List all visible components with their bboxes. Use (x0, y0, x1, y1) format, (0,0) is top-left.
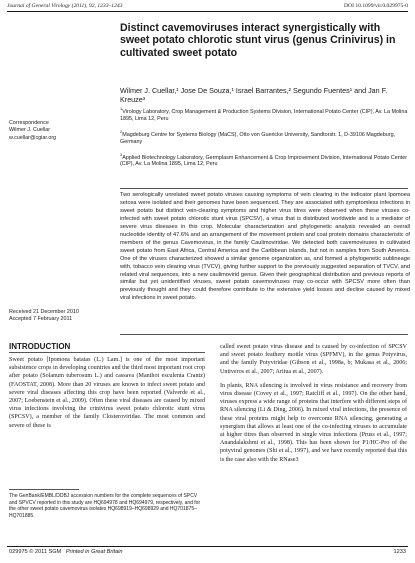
footer-divider (7, 546, 408, 547)
intro-paragraph-1: Sweet potato [Ipomoea batatas (L.) Lam.] is one of the most important subsistence crops in developing countries and the third most important root crop after potato (Solanum tuberosum L.) and cassava (Manihot esculenta Crantz) (FAOSTAT, 2008). More than 20 viruses are known to infect sweet potato and severe viral diseases affecting this crop have been reported (Valverde et al., 2007; Loebenstein et al., 2009). Often these viral diseases are caused by mixed virus infections involving the crinivirus sweet potato chlorotic stunt virus (SPCSV), a member of the family Closteroviridae. The most common and severe of these is (9, 357, 205, 429)
footnote-divider (9, 489, 79, 490)
affiliation-3: $^3$Applied Biotechnology Laboratory, Germplasm Enhancement & Crop Improvement Division, International Potato Center (CIP), Av. La Molina 1895, Lima 12, Peru (120, 151, 408, 168)
abstract-divider-top (120, 188, 408, 189)
body-column-left (9, 356, 205, 436)
affiliation-2: $^2$Magdeburg Centre for Systems Biology (MaCS), Otto von Guericke University, Sandtorstr. 1, D-39106 Magdeburg, Germany (120, 128, 396, 145)
accepted-date: Accepted 7 February 2011 (9, 316, 73, 323)
correspondence-email[interactable]: w.cuellar@cgiar.org (9, 134, 57, 141)
footer-printed: Printed in Great Britain (65, 549, 123, 555)
journal-citation: Journal of General Virology (2011), 92, 1233–1243 (7, 3, 123, 9)
page-number: 1233 (393, 549, 406, 555)
doi: DOI 10.1099/vir.0.029975-0 (343, 3, 408, 9)
intro-paragraph-1-cont: called sweet potato virus disease and is caused by co-infection of SPCSV and sweet potato feathery mottle virus (SPFMV), in the genus Potyvirus, and the family Potyviridae (Gibson et al., 1998a, b; Mukasa et al., 2006; Untiveros et al., 2007; Aritua et al., 2007). (220, 344, 407, 375)
footer-code: 029975 © 2011 SGM (9, 549, 62, 555)
section-heading-introduction: INTRODUCTION (9, 342, 71, 351)
affiliation-1: $^1$Virology Laboratory, Crop Management & Production Systems Division, International Potato Center (CIP), Av. La Molina 1895, Lima 12, Peru (120, 106, 408, 122)
author-list: Wilmer J. Cuellar,¹ Jose De Souza,¹ Israel Barrantes,² Segundo Fuentes¹ and Jan F. Kreuze³ (120, 86, 388, 104)
accession-footnote: The GenBank/EMBL/DDBJ accession numbers for the complete sequences of SPCV and SPVCV reported in this study are HQ694978 and HQ694979, respectively, and for the other sweet potato cavemovirus isolates HQ698919–HQ698929 and HQ701875–HQ701885. (9, 493, 201, 520)
abstract-divider-bottom (120, 334, 408, 335)
header-divider (7, 11, 408, 12)
body-column-right (220, 343, 407, 470)
footer-publisher (9, 549, 123, 555)
article-title: Distinct cavemoviruses interact synergistically with sweet potato chlorotic stunt virus (genus Crinivirus) in cultivated sweet potato (120, 22, 396, 59)
intro-paragraph-2: In plants, RNA silencing is involved in virus resistance and recovery from virus disease (Covey et al., 1997; Ratcliff et al., 1997). On the other hand, viruses express a wide range of proteins that interfere with different steps of RNA silencing (Li & Ding, 2006). In mixed viral infections, the presence of these viral proteins might help to overcome RNA silencing, generating a synergism that allows at least one of the co-infecting viruses to accumulate at higher titres than observed in single virus infections (Pruss et al., 1997; Anandalakshmi et al., 1998). This has been shown for P1/HC-Pro of the potyviral genomes (Shi et al., 1997), and we have recently reported that this is the case also with the RNase3 (220, 382, 407, 463)
affiliations (120, 105, 410, 173)
correspondence-label: Correspondence (9, 120, 49, 126)
section-divider (9, 352, 205, 353)
correspondence-name: Wilmer J. Cuellar (9, 127, 51, 134)
article-dates (9, 309, 114, 324)
abstract: Two serologically unrelated sweet potato viruses causing symptoms of vein clearing in the indicator plant Ipomoea setosa were isolated and their genomes have been sequenced. They are associated with symptomless infections in sweet potato but distinct vein-clearing symptoms and higher virus titres were observed when these viruses co-infected with sweet potato chlorotic stunt virus (SPCSV), a virus that is distributed worldwide and is a mediator of severe virus diseases in this crop. Molecular characterization and phylogenetic analysis revealed an overall nucleotide identity of 47.6% and an arrangement of the movement protein and coat protein domains characteristic of members of the genus Cavemovirus, in the family Caulimoviridae. We detected both cavemoviruses in cultivated sweet potato from East Africa, Central America and the Caribbean islands, but not in samples from South America. One of the viruses characterized showed a similar genome organization as, and formed a phylogenetic sublineage with, tobacco vein clearing virus (TVCV), giving further support to the previously suggested separation of TVCV, and related viral sequences, into a new caulimovirid genus. Given their geographical distribution and previous reports of similar but yet unidentified viruses, sweet potato cavemoviruses may co-occur with SPCSV more often than previously thought and they could therefore contribute to the extensive yield losses and decline caused by mixed viral infections in sweet potato. (120, 192, 410, 302)
correspondence (9, 120, 109, 142)
received-date: Received 21 December 2010 (9, 309, 79, 315)
